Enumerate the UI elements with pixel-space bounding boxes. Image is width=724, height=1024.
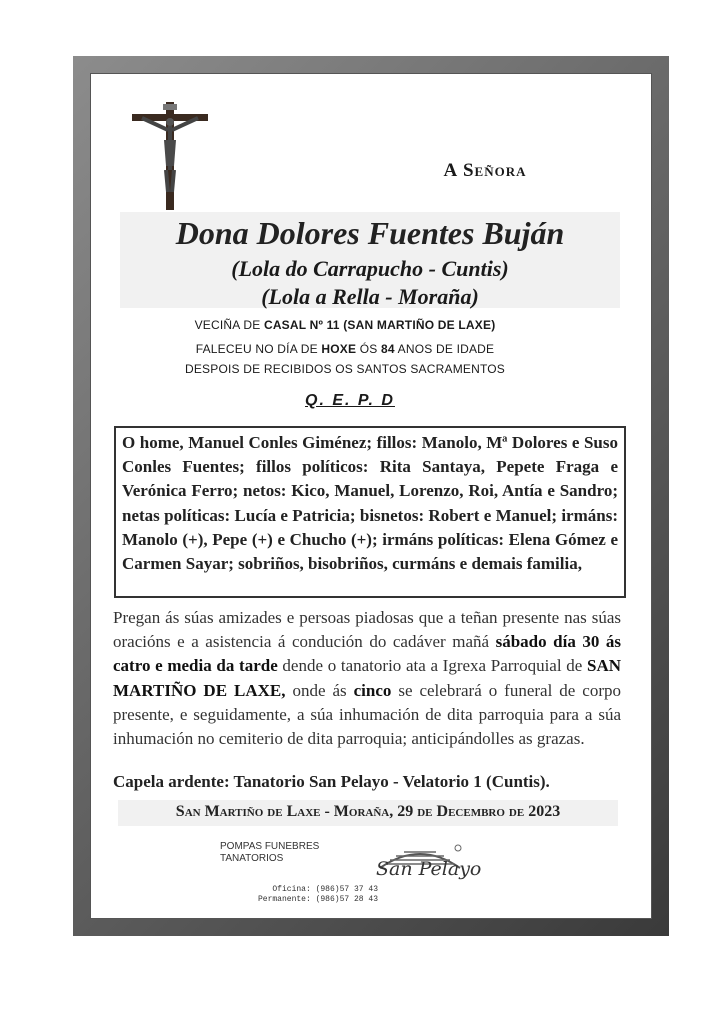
death-line — [150, 342, 540, 356]
alias-1: (Lola do Carrapucho - Cuntis) — [231, 256, 509, 281]
announcement-hour: cinco — [353, 680, 392, 700]
alias-2: (Lola a Rella - Moraña) — [261, 284, 479, 309]
announcement-datetime: sábado día 30 ás catro e media da tarde — [113, 632, 621, 676]
death-day: HOXE — [321, 342, 357, 356]
deceased-name: Dona Dolores Fuentes Buján — [175, 215, 565, 251]
death-label: FALECEU NO DÍA DE — [195, 342, 322, 356]
family-box — [114, 426, 626, 598]
age-prefix: ÓS — [356, 342, 381, 356]
office-phone: Oficina: (986)57 37 43 — [272, 885, 378, 894]
residence-label: VECIÑA DE — [194, 318, 264, 332]
chapel-line: Capela ardente: Tanatorio San Pelayo - Velatorio 1 (Cuntis). — [113, 772, 550, 791]
announcement-part-2: dende o tanatorio ata a Igrexa Parroquial de — [277, 656, 587, 676]
family-text: O home, Manuel Conles Giménez; fillos: Manolo, Mª Dolores e Suso Conles Fuentes; fillos políticos: Rita Santaya, Pepete Fraga e Verónica Ferro; netos: Kico, Manuel, Lorenzo, Roi, Antía e Sandro; netas políticas: Lucía e Patricia; bisnetos: Robert e Manuel; irmáns: Manolo (+), Pepe (+) e Chucho (+); irmáns políticas: Elena Gómez e Carmen Sayar; sobriños, bisobriños, curmáns e demais familia, — [122, 433, 618, 574]
san-pelayo-logo-text: San Pelayo — [376, 858, 482, 880]
title-senora: A Señora — [443, 160, 527, 181]
permanent-phone: Permanente: (986)57 28 43 — [257, 895, 378, 904]
announcement-part-3: onde ás — [285, 680, 354, 700]
age-value: 84 — [381, 342, 395, 356]
tanatorios-label: TANATORIOS — [220, 853, 284, 864]
funeral-services-label: POMPAS FUNEBRES — [220, 841, 320, 852]
residence-line — [150, 318, 540, 332]
announcement-part-4: se celebrará o funeral de corpo presente, e seguidamente, a súa inhumación de dita parroquia para a súa inhumación no cemiterio de dita parroquia; anticipándolles as grazas. — [113, 680, 621, 749]
residence-value: CASAL Nº 11 (SAN MARTIÑO DE LAXE) — [263, 318, 496, 332]
age-suffix: ANOS DE IDADE — [394, 342, 495, 356]
announcement-church: SAN MARTIÑO DE LAXE, — [113, 656, 621, 700]
crucifix-icon — [130, 100, 210, 212]
qepd-label: Q. E. P. D — [305, 392, 395, 409]
announcement-text — [113, 606, 621, 751]
place-date: San Martiño de Laxe - Moraña, 29 de Decembro de 2023 — [175, 803, 561, 820]
sacraments-line: DESPOIS DE RECIBIDOS OS SANTOS SACRAMENTOS — [184, 362, 506, 376]
announcement-part-1: Pregan ás súas amizades e persoas piadosas que a teñan presente nas súas oracións e a asistencia á condución do cadáver mañá — [113, 608, 621, 652]
